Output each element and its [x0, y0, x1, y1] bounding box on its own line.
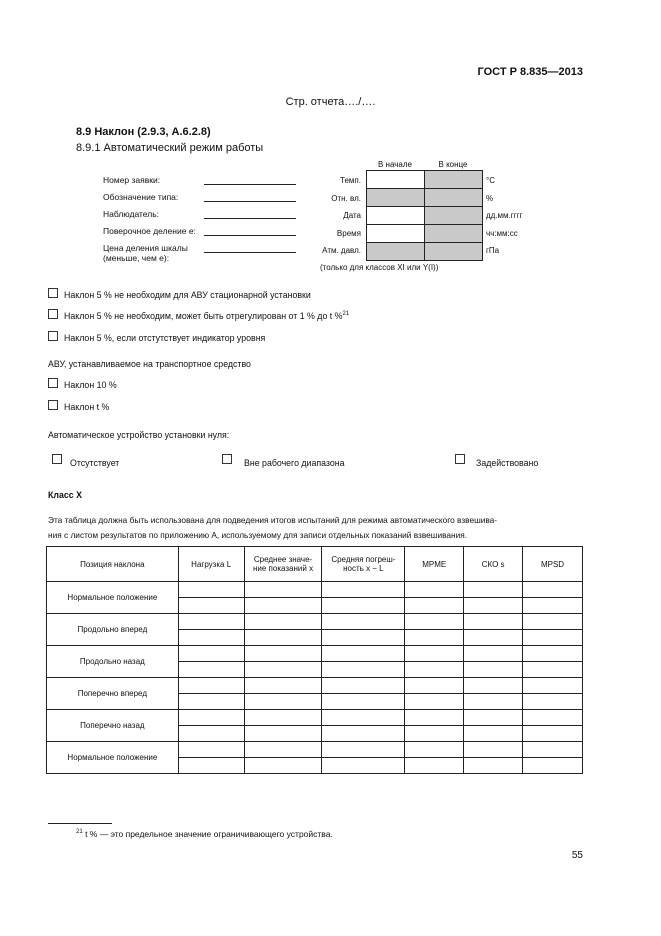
table-cell[interactable]: [523, 598, 583, 614]
table-row: [47, 742, 583, 758]
table-cell[interactable]: [322, 630, 405, 646]
field-line-scale-interval[interactable]: [204, 252, 296, 253]
table-cell[interactable]: [464, 598, 523, 614]
table-cell[interactable]: [178, 758, 244, 774]
table-cell[interactable]: [322, 646, 405, 662]
table-cell[interactable]: [523, 646, 583, 662]
table-row: [47, 710, 583, 726]
field-label-scale-interval-note: (меньше, чем e):: [103, 253, 170, 263]
field-line-observer[interactable]: [204, 218, 296, 219]
table-cell[interactable]: [322, 598, 405, 614]
field-line-request-number[interactable]: [204, 184, 296, 185]
option-tilt5-adjustable-label: Наклон 5 % не необходим, может быть отрегулирован от 1 % до t %$^{21}$: [64, 311, 350, 321]
table-cell[interactable]: [464, 694, 523, 710]
zero-engaged-label: Задействовано: [476, 458, 539, 468]
table-cell[interactable]: [244, 598, 322, 614]
checkbox-zero-absent[interactable]: [52, 454, 62, 464]
paragraph-line-1: Эта таблица должна быть использована для подведения итогов испытаний для режима автоматического взвешива-: [48, 515, 498, 525]
report-page-label: Стр. отчета…./….: [285, 96, 376, 108]
table-cell[interactable]: [322, 758, 405, 774]
table-cell[interactable]: [322, 742, 405, 758]
unit-pressure: гПа: [486, 246, 500, 255]
table-cell[interactable]: [244, 630, 322, 646]
table-cell[interactable]: [244, 582, 322, 598]
table-cell[interactable]: [244, 694, 322, 710]
table-cell[interactable]: [464, 630, 523, 646]
table-cell[interactable]: [178, 598, 244, 614]
zero-device-title: Автоматическое устройство установки нуля:: [48, 430, 230, 440]
class-title: Класс X: [48, 490, 82, 500]
table-cell[interactable]: [523, 614, 583, 630]
table-row: [47, 582, 583, 598]
table-cell[interactable]: [464, 758, 523, 774]
table-cell[interactable]: [405, 742, 464, 758]
humidity-end-cell[interactable]: [424, 188, 483, 207]
header-mpsd: MPSD: [523, 547, 583, 582]
table-cell[interactable]: [523, 758, 583, 774]
table-cell[interactable]: [523, 678, 583, 694]
table-cell[interactable]: [322, 678, 405, 694]
results-table: [46, 546, 583, 774]
field-line-verification-interval[interactable]: [204, 235, 296, 236]
field-label-observer: Наблюдатель:: [103, 209, 159, 219]
field-label-request-number: Номер заявки:: [103, 175, 161, 185]
field-label-scale-interval: Цена деления шкалы: [103, 243, 188, 253]
measure-label-temp: Темп.: [340, 176, 361, 185]
table-cell[interactable]: [178, 678, 244, 694]
table-cell[interactable]: [523, 662, 583, 678]
measure-label-pressure: Атм. давл.: [322, 246, 361, 255]
table-cell[interactable]: [244, 662, 322, 678]
date-start-cell[interactable]: [366, 206, 425, 225]
checkbox-tilt5-adjustable[interactable]: [48, 309, 58, 319]
measure-label-time: Время: [336, 229, 361, 238]
row-label-longitudinal-forward: Продольно вперед: [47, 614, 179, 646]
table-cell[interactable]: [405, 582, 464, 598]
row-label-transverse-forward: Поперечно вперед: [47, 678, 179, 710]
checkbox-tilt10[interactable]: [48, 378, 58, 388]
col-start-header: В начале: [378, 160, 412, 169]
humidity-start-cell[interactable]: [366, 188, 425, 207]
table-cell[interactable]: [405, 710, 464, 726]
unit-date: дд.мм.гггг: [486, 211, 523, 220]
table-cell[interactable]: [464, 662, 523, 678]
table-cell[interactable]: [405, 694, 464, 710]
date-end-cell[interactable]: [424, 206, 483, 225]
table-cell[interactable]: [464, 678, 523, 694]
table-cell[interactable]: [244, 678, 322, 694]
zero-out-of-range-label: Вне рабочего диапазона: [244, 458, 345, 468]
table-cell[interactable]: [464, 582, 523, 598]
checkbox-tilt-t[interactable]: [48, 400, 58, 410]
table-cell[interactable]: [405, 598, 464, 614]
table-cell[interactable]: [523, 582, 583, 598]
table-cell[interactable]: [322, 662, 405, 678]
option-tilt10-label: Наклон 10 %: [64, 380, 117, 390]
temp-end-cell[interactable]: [424, 170, 483, 189]
table-cell[interactable]: [464, 742, 523, 758]
table-cell[interactable]: [244, 710, 322, 726]
table-cell[interactable]: [244, 726, 322, 742]
subsection-title: 8.9.1 Автоматический режим работы: [76, 142, 264, 154]
table-cell[interactable]: [464, 614, 523, 630]
checkbox-zero-engaged[interactable]: [455, 454, 465, 464]
table-cell[interactable]: [405, 662, 464, 678]
table-cell[interactable]: [322, 726, 405, 742]
table-cell[interactable]: [244, 758, 322, 774]
unit-time: чч:мм:сс: [486, 229, 518, 238]
table-cell[interactable]: [322, 710, 405, 726]
option-tilt5-stationary-label: Наклон 5 % не необходим для АВУ стационарной установки: [64, 290, 311, 300]
field-line-type[interactable]: [204, 201, 296, 202]
table-cell[interactable]: [405, 646, 464, 662]
measurement-note: (только для классов XI или Y(I)): [320, 263, 439, 272]
table-row: [47, 614, 583, 630]
table-cell[interactable]: [405, 758, 464, 774]
temp-start-cell[interactable]: [366, 170, 425, 189]
table-cell[interactable]: [178, 614, 244, 630]
table-cell[interactable]: [523, 694, 583, 710]
unit-temp: °C: [486, 176, 495, 185]
table-cell[interactable]: [405, 678, 464, 694]
table-cell[interactable]: [523, 726, 583, 742]
table-cell[interactable]: [244, 646, 322, 662]
standard-number: ГОСТ Р 8.835—2013: [477, 66, 583, 78]
checkbox-tilt5-no-indicator[interactable]: [48, 331, 58, 341]
table-cell[interactable]: [523, 710, 583, 726]
table-cell[interactable]: [405, 630, 464, 646]
table-cell[interactable]: [178, 630, 244, 646]
footnote-divider: [48, 823, 112, 824]
row-label-transverse-back: Поперечно назад: [47, 710, 179, 742]
row-label-normal-2: Нормальное положение: [47, 742, 179, 774]
footnote: $^{21}$ t % — это предельное значение ограничивающего устройства.: [76, 829, 333, 839]
table-cell[interactable]: [178, 710, 244, 726]
vehicle-section-title: АВУ, устанавливаемое на транспортное средство: [48, 359, 251, 369]
table-cell[interactable]: [244, 614, 322, 630]
table-cell[interactable]: [178, 694, 244, 710]
header-mpme: MPME: [405, 547, 464, 582]
option-tilt-t-label: Наклон t %: [64, 402, 110, 412]
measure-label-date: Дата: [343, 211, 361, 220]
checkbox-zero-out-of-range[interactable]: [222, 454, 232, 464]
header-mean: Среднее значе- ние показаний x: [244, 547, 322, 582]
table-cell[interactable]: [322, 694, 405, 710]
field-label-type: Обозначение типа:: [103, 192, 179, 202]
table-cell[interactable]: [523, 630, 583, 646]
table-row: [47, 678, 583, 694]
table-cell[interactable]: [464, 726, 523, 742]
row-label-longitudinal-back: Продольно назад: [47, 646, 179, 678]
table-cell[interactable]: [322, 614, 405, 630]
table-cell[interactable]: [178, 646, 244, 662]
table-cell[interactable]: [405, 726, 464, 742]
table-cell[interactable]: [464, 710, 523, 726]
table-cell[interactable]: [178, 582, 244, 598]
table-cell[interactable]: [405, 614, 464, 630]
unit-humidity: %: [486, 194, 494, 203]
row-label-normal-1: Нормальное положение: [47, 582, 179, 614]
table-cell[interactable]: [523, 742, 583, 758]
measure-label-humidity: Отн. вл.: [331, 194, 361, 203]
header-sko: СКО s: [464, 547, 523, 582]
table-cell[interactable]: [322, 582, 405, 598]
table-cell[interactable]: [178, 742, 244, 758]
table-cell[interactable]: [178, 662, 244, 678]
table-cell[interactable]: [464, 646, 523, 662]
header-error: Средняя погреш- ность x − L: [322, 547, 405, 582]
page-number: 55: [571, 850, 583, 861]
field-label-verification-interval: Поверочное деление e:: [103, 226, 196, 236]
checkbox-tilt5-stationary[interactable]: [48, 288, 58, 298]
pressure-start-cell[interactable]: [366, 242, 425, 261]
time-end-cell[interactable]: [424, 224, 483, 243]
paragraph-line-2: ния с листом результатов по приложению А, используемому для записи отдельных показаний взвешивания.: [48, 530, 468, 540]
table-cell[interactable]: [178, 726, 244, 742]
col-end-header: В конце: [438, 160, 468, 169]
table-header-row: [47, 547, 583, 582]
table-cell[interactable]: [244, 742, 322, 758]
time-start-cell[interactable]: [366, 224, 425, 243]
header-load: Нагрузка L: [178, 547, 244, 582]
header-position: Позиция наклона: [47, 547, 179, 582]
section-title: 8.9 Наклон (2.9.3, А.6.2.8): [76, 126, 211, 138]
table-row: [47, 646, 583, 662]
pressure-end-cell[interactable]: [424, 242, 483, 261]
zero-absent-label: Отсутствует: [70, 458, 120, 468]
option-tilt5-no-indicator-label: Наклон 5 %, если отстутствует индикатор уровня: [64, 333, 266, 343]
